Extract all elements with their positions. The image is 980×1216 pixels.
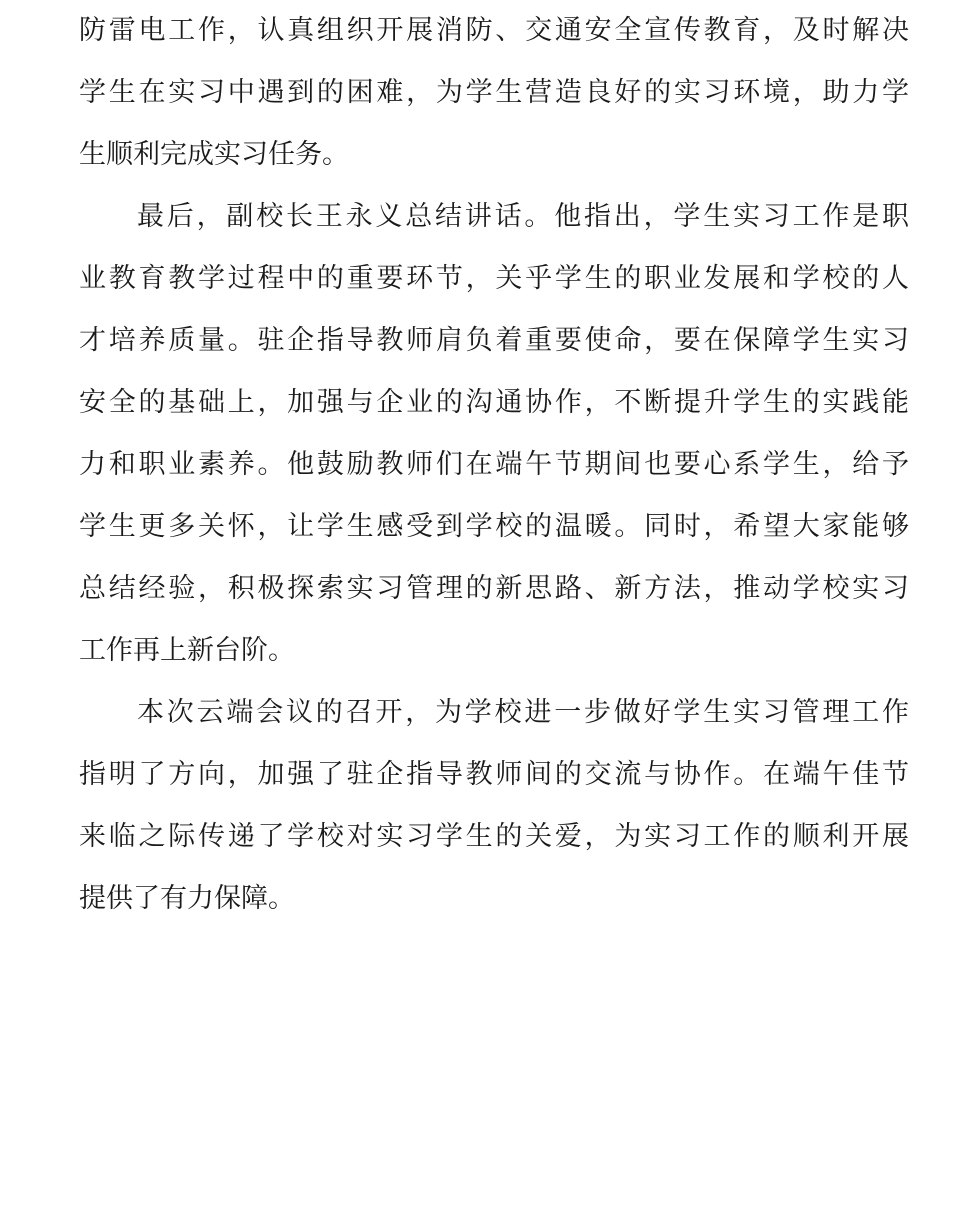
text-line: 才培养质量。驻企指导教师肩负着重要使命，要在保障学生实习	[79, 325, 909, 356]
text-line: 来临之际传递了学校对实习学生的关爱，为实习工作的顺利开展	[79, 821, 909, 852]
text-line: 最后，副校长王永义总结讲话。他指出，学生实习工作是职	[137, 201, 909, 232]
document-body	[79, 0, 909, 930]
text-line: 防雷电工作，认真组织开展消防、交通安全宣传教育，及时解决	[79, 15, 909, 46]
text-line: 安全的基础上，加强与企业的沟通协作，不断提升学生的实践能	[79, 387, 909, 418]
paragraph-2	[79, 186, 909, 682]
text-line: 力和职业素养。他鼓励教师们在端午节期间也要心系学生，给予	[79, 449, 909, 480]
text-line: 业教育教学过程中的重要环节，关乎学生的职业发展和学校的人	[79, 263, 909, 294]
text-line: 工作再上新台阶。	[79, 635, 295, 666]
paragraph-3	[79, 682, 909, 930]
paragraph-1-continuation	[79, 0, 909, 186]
text-line: 学生更多关怀，让学生感受到学校的温暖。同时，希望大家能够	[79, 511, 909, 542]
text-line: 总结经验，积极探索实习管理的新思路、新方法，推动学校实习	[79, 573, 909, 604]
text-line: 指明了方向，加强了驻企指导教师间的交流与协作。在端午佳节	[79, 759, 909, 790]
text-line: 生顺利完成实习任务。	[79, 139, 349, 170]
text-line: 提供了有力保障。	[79, 883, 295, 914]
text-line: 学生在实习中遇到的困难，为学生营造良好的实习环境，助力学	[79, 77, 909, 108]
text-line: 本次云端会议的召开，为学校进一步做好学生实习管理工作	[137, 697, 909, 728]
